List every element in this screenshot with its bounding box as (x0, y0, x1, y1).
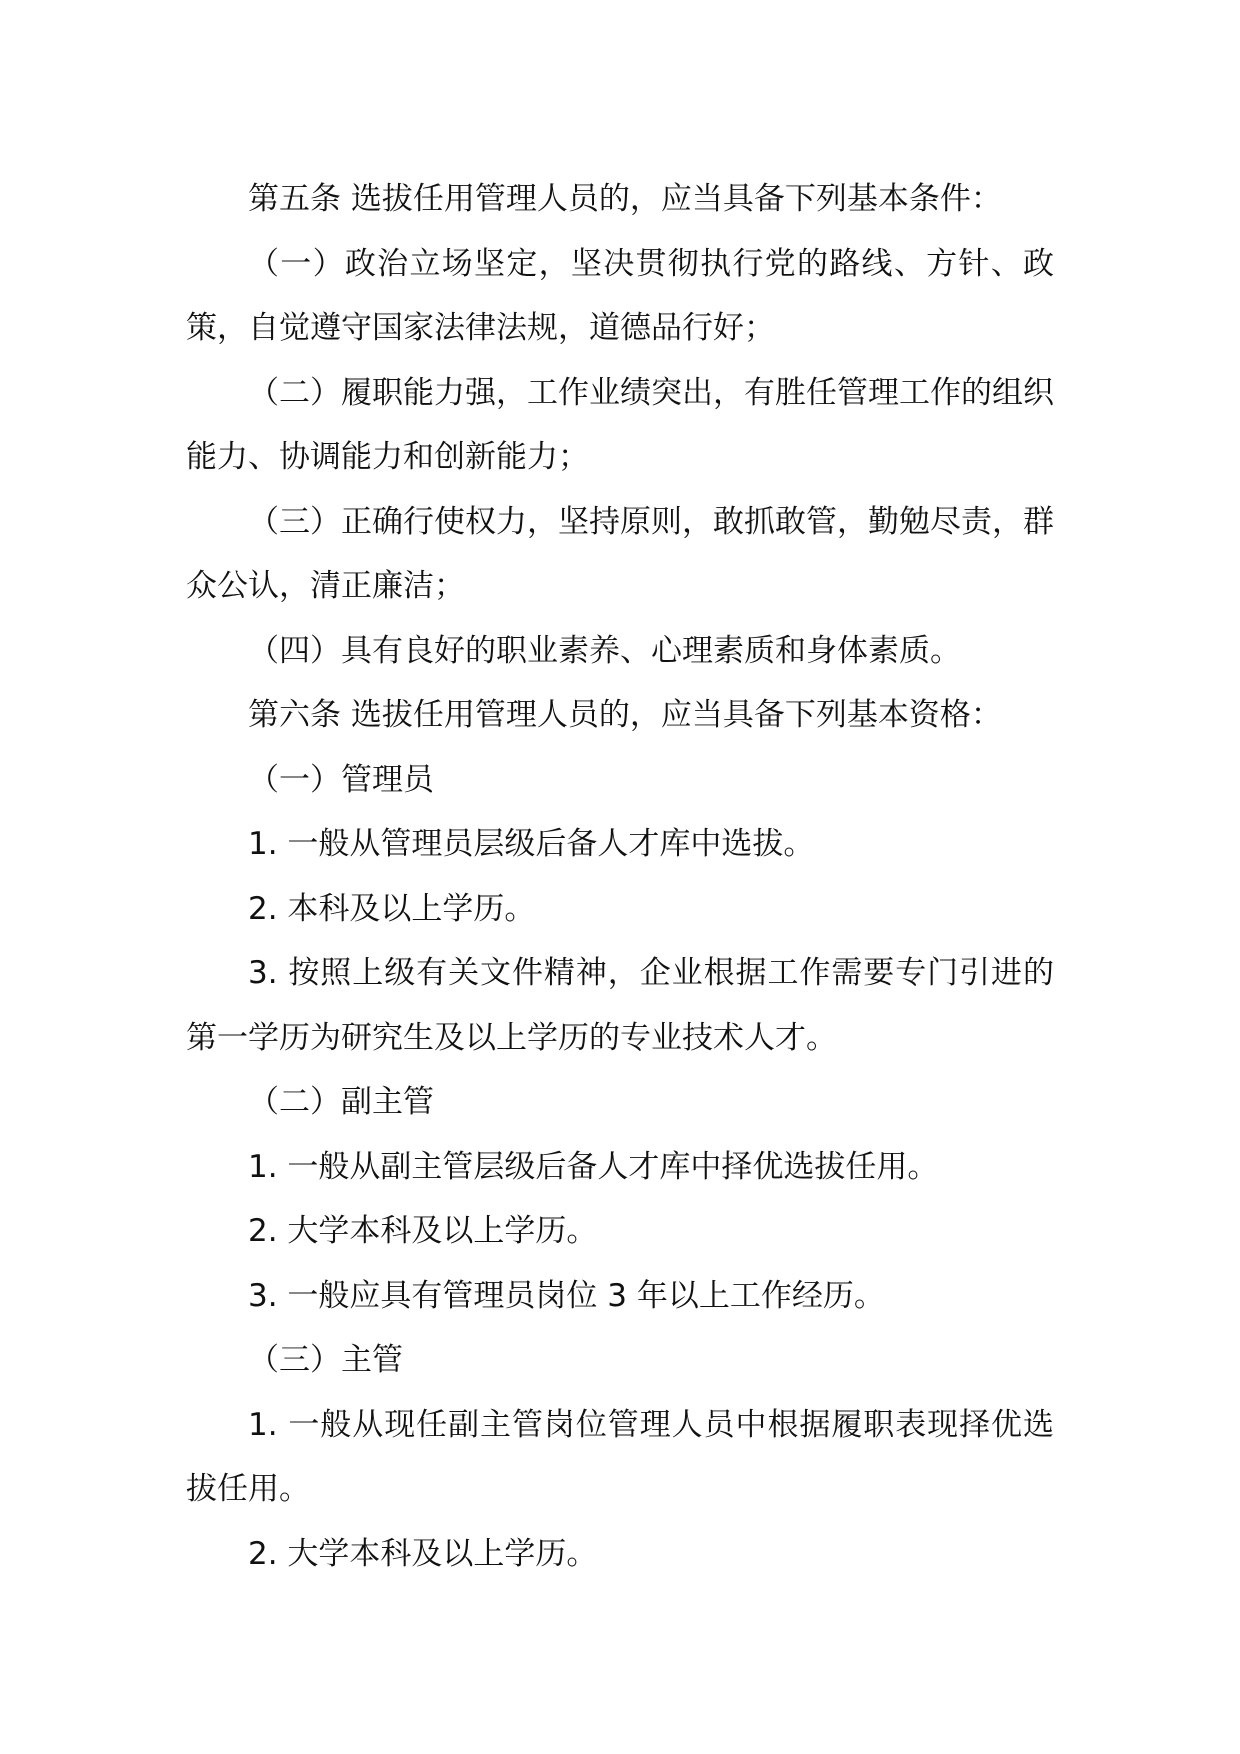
section-administrator-heading: （一）管理员 (248, 761, 434, 798)
article-5-item-4: （四）具有良好的职业素养、心理素质和身体素质。 (248, 632, 961, 669)
administrator-requirement-1: 1. 一般从管理员层级后备人才库中选拔。 (248, 826, 815, 862)
article-5-item-3: （三）正确行使权力，坚持原则，敢抓敢管，勤勉尽责，群众公认，清正廉洁； (186, 503, 1054, 604)
administrator-requirement-3: 3. 按照上级有关文件精神，企业根据工作需要专门引进的第一学历为研究生及以上学历的专业技术人才。 (186, 955, 1054, 1056)
section-supervisor-heading: （三）主管 (248, 1342, 403, 1378)
administrator-requirement-2: 2. 本科及以上学历。 (248, 890, 536, 927)
deputy-supervisor-requirement-3: 3. 一般应具有管理员岗位 3 年以上工作经历。 (248, 1277, 885, 1314)
deputy-supervisor-requirement-1: 1. 一般从副主管层级后备人才库中择优选拔任用。 (248, 1148, 939, 1185)
deputy-supervisor-requirement-2: 2. 大学本科及以上学历。 (248, 1213, 598, 1249)
document-body (186, 167, 1054, 1586)
section-deputy-supervisor-heading: （二）副主管 (248, 1084, 434, 1120)
supervisor-requirement-1: 1. 一般从现任副主管岗位管理人员中根据履职表现择优选拔任用。 (186, 1406, 1054, 1507)
article-5-heading: 第五条 选拔任用管理人员的，应当具备下列基本条件： (248, 181, 1002, 217)
article-6-heading: 第六条 选拔任用管理人员的，应当具备下列基本资格： (248, 697, 1002, 733)
supervisor-requirement-2: 2. 大学本科及以上学历。 (248, 1535, 598, 1572)
article-5-item-2: （二）履职能力强，工作业绩突出，有胜任管理工作的组织能力、协调能力和创新能力； (186, 374, 1054, 475)
article-5-item-1: （一）政治立场坚定，坚决贯彻执行党的路线、方针、政策，自觉遵守国家法律法规，道德品行好； (186, 245, 1054, 346)
